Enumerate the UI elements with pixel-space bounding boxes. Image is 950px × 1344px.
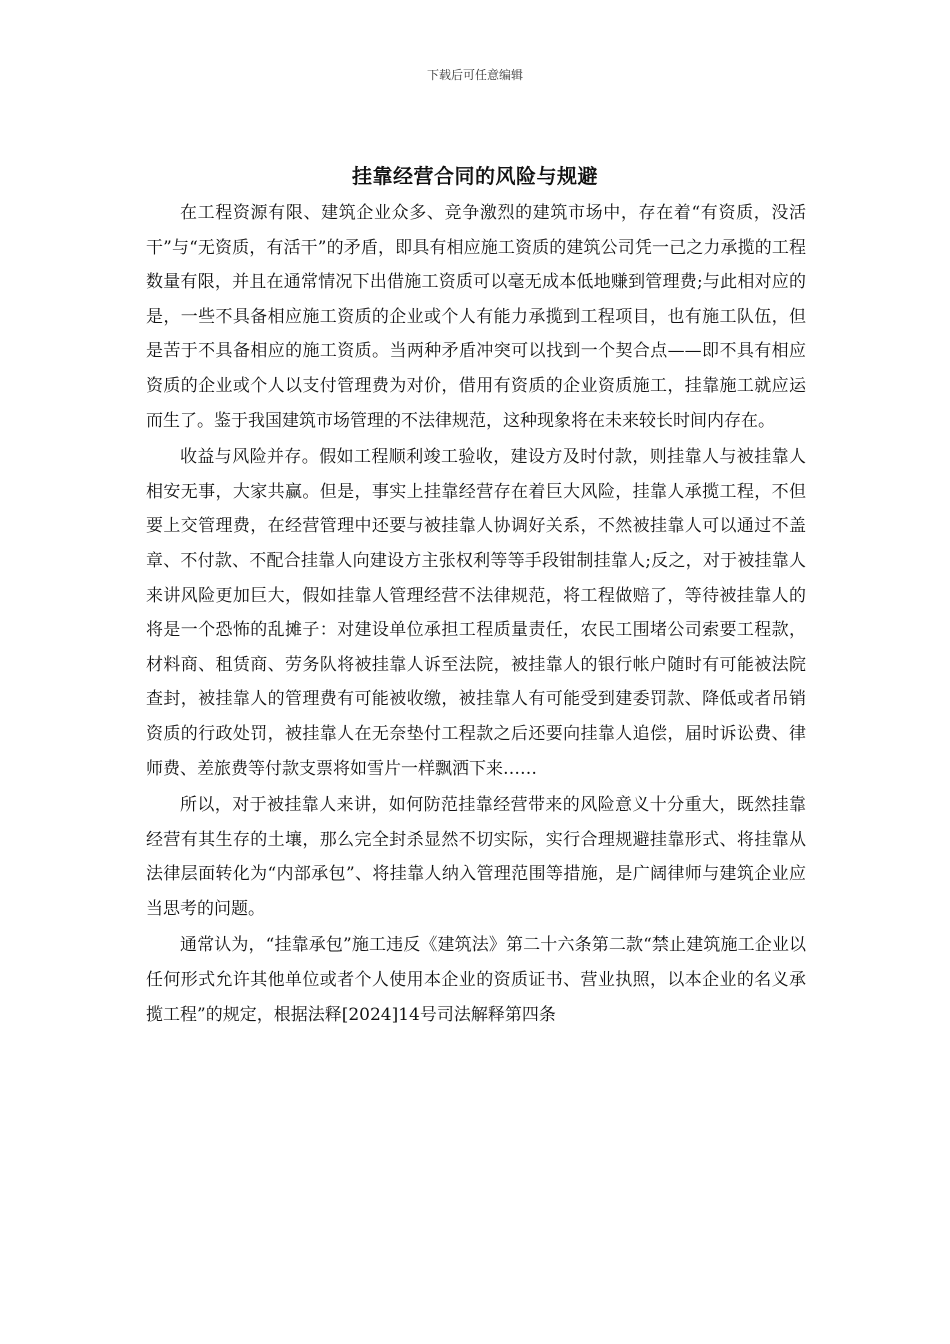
paragraph-2: 收益与风险并存。假如工程顺利竣工验收，建设方及时付款，则挂靠人与被挂靠人相安无事，大家共赢。但是，事实上挂靠经营存在着巨大风险，挂靠人承揽工程，不但要上交管理费，在经营管理中还要与被挂靠人协调好关系，不然被挂靠人可以通过不盖章、不付款、不配合挂靠人向建设方主张权利等等手段钳制挂靠人;反之，对于被挂靠人来讲风险更加巨大，假如挂靠人管理经营不法律规范，将工程做赔了，等待被挂靠人的将是一个恐怖的乱摊子：对建设单位承担工程质量责任，农民工围堵公司索要工程款，材料商、租赁商、劳务队将被挂靠人诉至法院，被挂靠人的银行帐户随时有可能被法院查封，被挂靠人的管理费有可能被收缴，被挂靠人有可能受到建委罚款、降低或者吊销资质的行政处罚，被挂靠人在无奈垫付工程款之后还要向挂靠人追偿，届时诉讼费、律师费、差旅费等付款支票将如雪片一样飘洒下来…… (146, 447, 806, 779)
paragraph-1: 在工程资源有限、建筑企业众多、竞争激烈的建筑市场中，存在着“有资质，没活干”与“无资质，有活干”的矛盾，即具有相应施工资质的建筑公司凭一己之力承揽的工程数量有限，并且在通常情况下出借施工资质可以毫无成本低地赚到管理费;与此相对应的是，一些不具备相应施工资质的企业或个人有能力承揽到工程项目，也有施工队伍，但是苦于不具备相应的施工资质。当两种矛盾冲突可以找到一个契合点——即不具有相应资质的企业或个人以支付管理费为对价，借用有资质的企业资质施工，挂靠施工就应运而生了。鉴于我国建筑市场管理的不法律规范，这种现象将在未来较长时间内存在。 (146, 203, 806, 431)
page-header-note: 下载后可任意编辑 (426, 68, 523, 82)
document-body (146, 196, 806, 1034)
document-title: 挂靠经营合同的风险与规避 (352, 164, 598, 188)
paragraph-4: 通常认为，“挂靠承包”施工违反《建筑法》第二十六条第二款“禁止建筑施工企业以任何形式允许其他单位或者个人使用本企业的资质证书、营业执照，以本企业的名义承揽工程”的规定，根据法释[2024]14号司法解释第四条 (146, 935, 806, 1025)
paragraph-3: 所以，对于被挂靠人来讲，如何防范挂靠经营带来的风险意义十分重大，既然挂靠经营有其生存的土壤，那么完全封杀显然不切实际，实行合理规避挂靠形式、将挂靠从法律层面转化为“内部承包”、将挂靠人纳入管理范围等措施，是广阔律师与建筑企业应当思考的问题。 (146, 795, 806, 919)
